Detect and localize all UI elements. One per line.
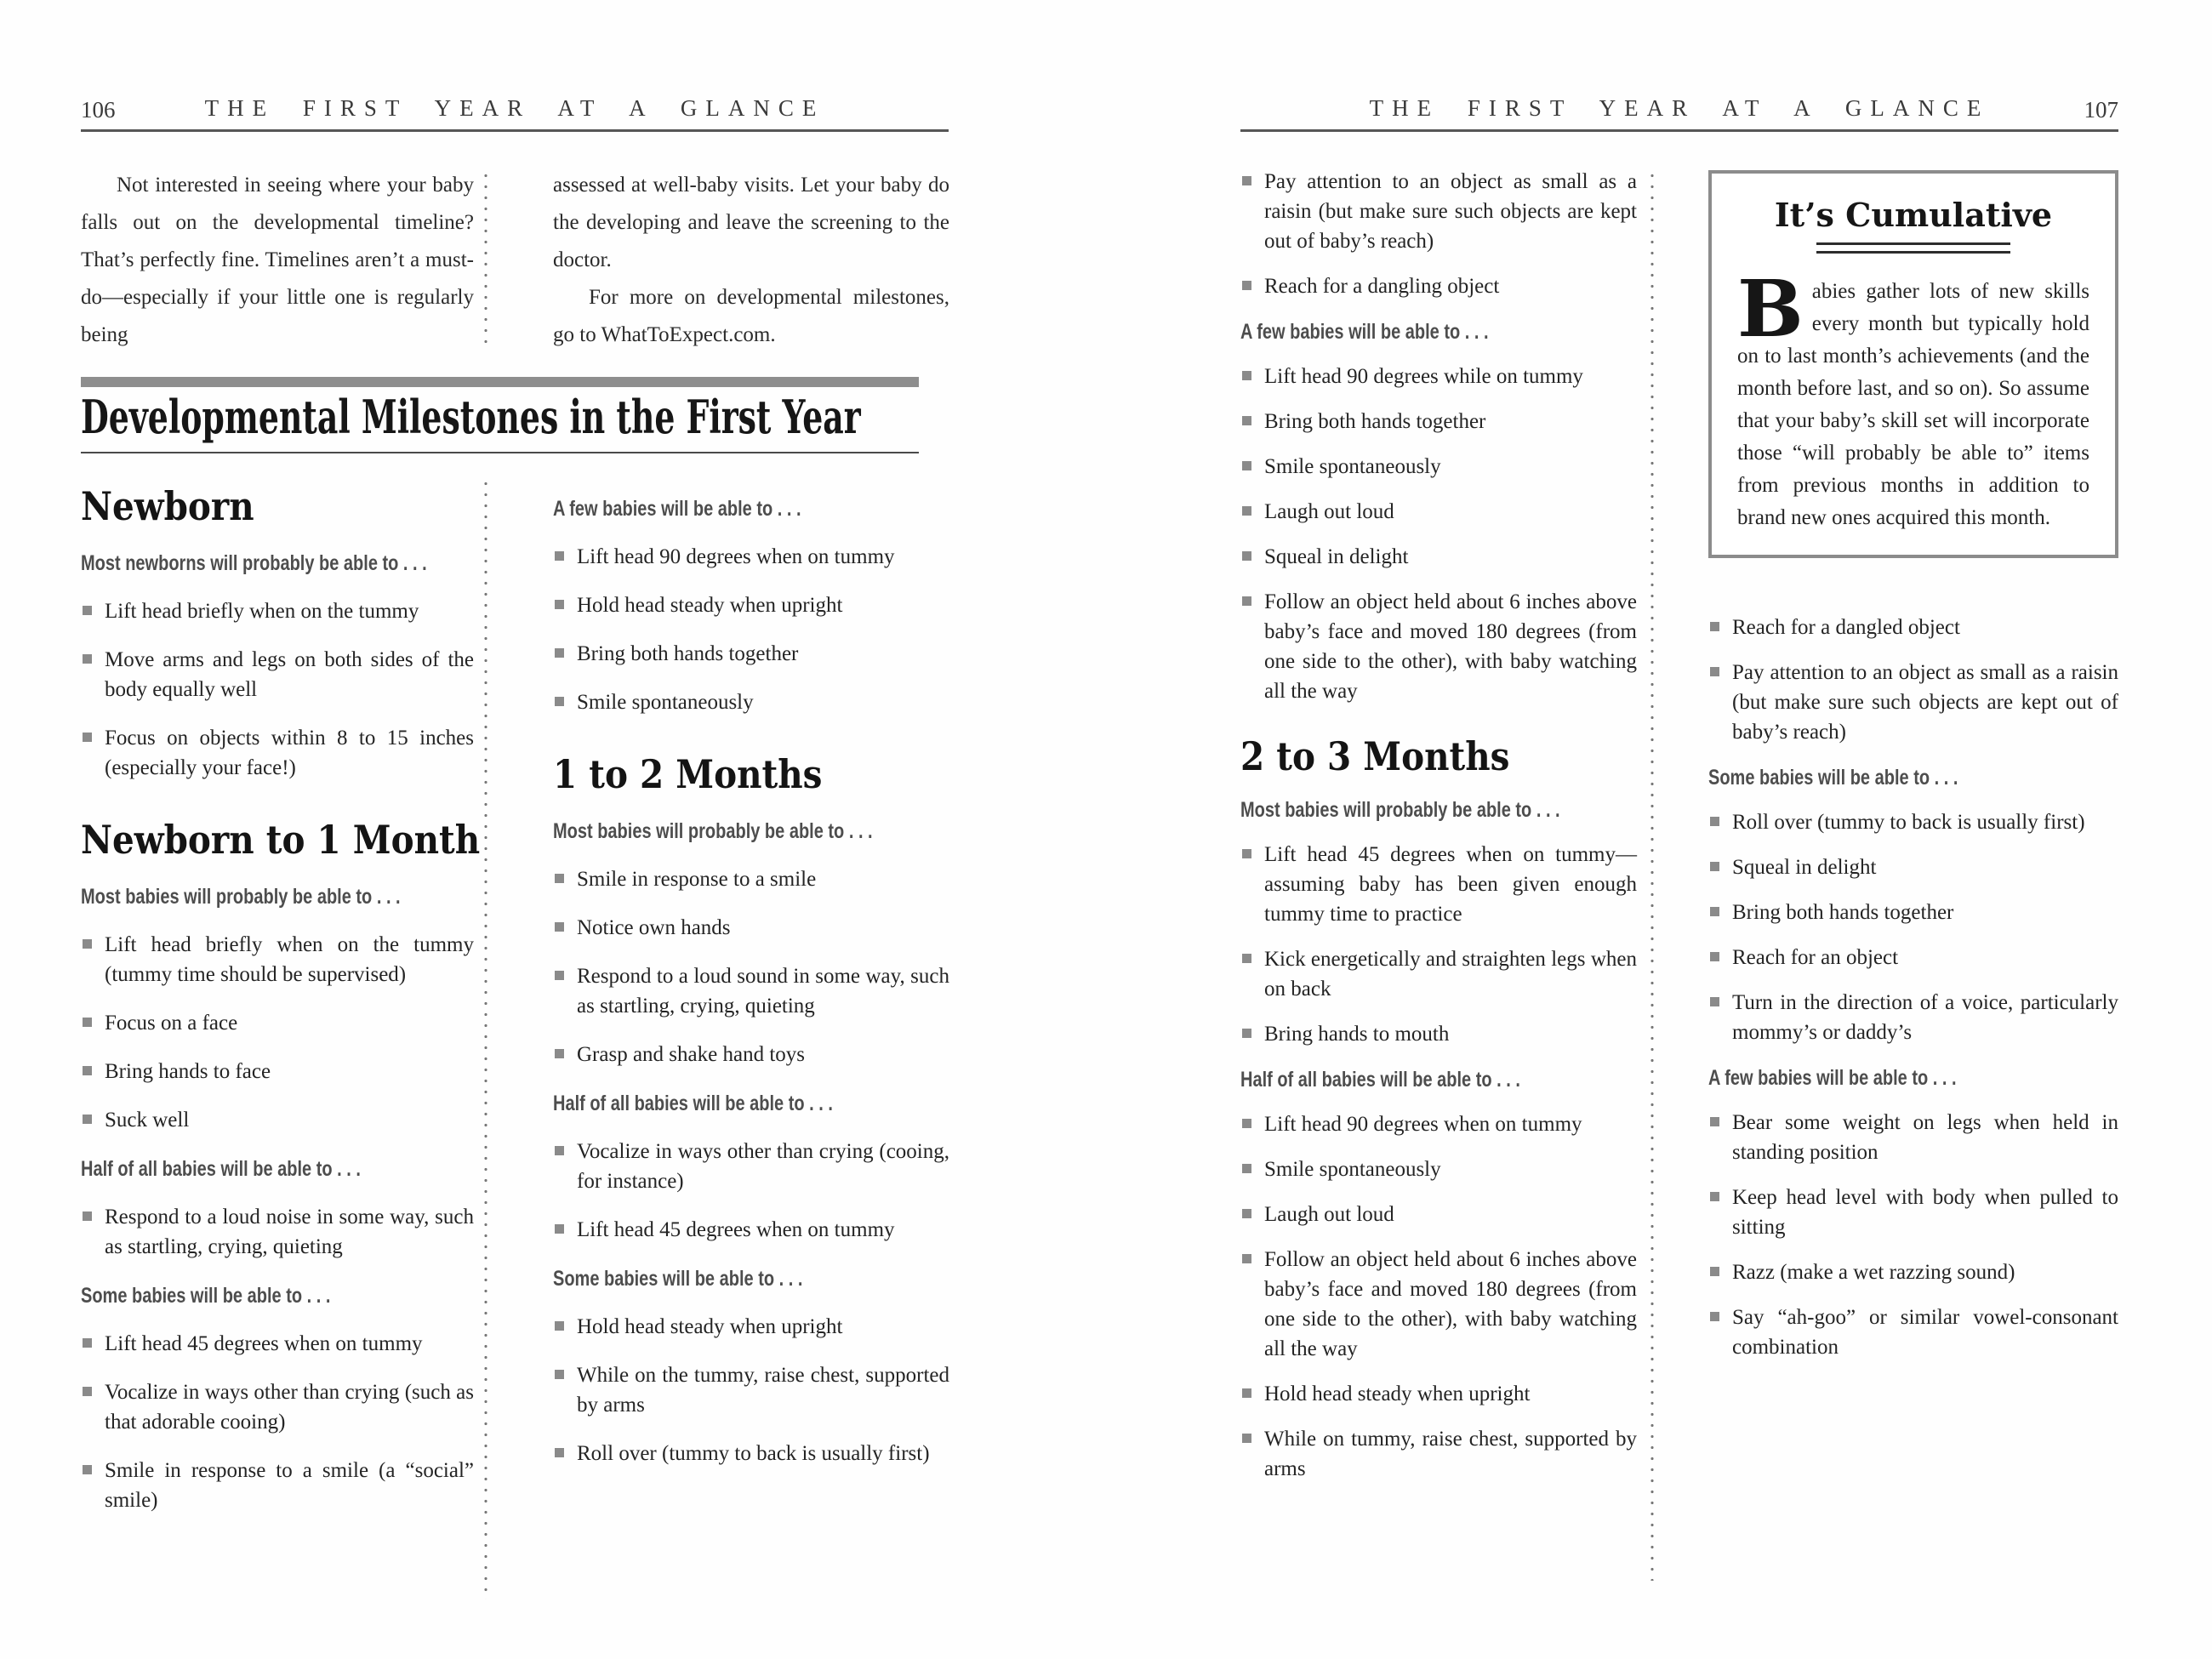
milestone-item	[1708, 943, 2118, 972]
milestone-text: Hold head steady when upright	[577, 1315, 843, 1338]
ability-level-subhead: Half of all babies will be able to . . .	[553, 1092, 833, 1115]
bullet-square-icon	[1710, 667, 1719, 676]
bullet-square-icon	[555, 697, 564, 706]
milestone-text: Lift head 90 degrees when on tummy	[577, 545, 895, 568]
bullet-square-icon	[1242, 1388, 1251, 1398]
milestone-item	[81, 1202, 474, 1262]
bullet-square-icon	[1242, 849, 1251, 858]
running-head-left: THE FIRST YEAR AT A GLANCE	[204, 95, 825, 121]
bullet-square-icon	[555, 1321, 564, 1331]
bullet-square-icon	[1710, 1117, 1719, 1126]
milestone-item	[1240, 587, 1637, 706]
milestone-item	[553, 913, 949, 943]
bullet-square-icon	[1242, 1254, 1251, 1263]
bullet-square-icon	[555, 648, 564, 658]
milestone-item	[1240, 1245, 1637, 1364]
milestone-age-heading: 2 to 3 Months	[1240, 733, 1510, 779]
ability-level-subhead: A few babies will be able to . . .	[1240, 320, 1489, 344]
milestone-item	[1708, 807, 2118, 837]
milestone-item	[1240, 944, 1637, 1004]
intro-paragraph: Not interested in seeing where your baby falls out on the developmental timeline? That’s perfectly fine. Timelines aren’t a must-do—especially if your little one is regularly being	[81, 174, 474, 346]
milestone-text: Respond to a loud noise in some way, such as startling, crying, quieting	[105, 1206, 474, 1258]
milestone-item	[553, 1439, 949, 1468]
milestone-text: Pay attention to an object as small as a raisin (but make sure such objects are kept out of baby’s reach)	[1732, 661, 2118, 744]
milestone-text: Reach for a dangling object	[1264, 275, 1500, 298]
page-number-right: 107	[2084, 97, 2118, 123]
sidebar-body-text: abies gather lots of new skills every month but typically hold on to last month’s achievements (and the month before last, and so on). So assume that your baby’s skill set will incorporate those “will probably be able to” items from previous months in addition to brand new ones acquired this month.	[1737, 280, 2089, 529]
milestone-text: Kick energetically and straighten legs when on back	[1264, 948, 1637, 1001]
bullet-square-icon	[1242, 1164, 1251, 1173]
running-head-right: THE FIRST YEAR AT A GLANCE	[1369, 95, 1990, 121]
bullet-square-icon	[1710, 1192, 1719, 1201]
milestone-item	[1240, 542, 1637, 572]
section-title-bar	[81, 377, 919, 387]
milestone-item	[553, 1215, 949, 1245]
milestone-item	[81, 1008, 474, 1038]
milestone-item	[81, 723, 474, 783]
milestone-age-heading: 1 to 2 Months	[553, 751, 823, 797]
ability-level-subhead: A few babies will be able to . . .	[553, 497, 801, 521]
milestone-age-heading: Newborn to 1 Month	[81, 817, 481, 863]
bullet-square-icon	[1242, 954, 1251, 963]
milestone-text: Bring both hands together	[1732, 901, 1954, 924]
intro-column-divider-dotted	[484, 170, 487, 351]
milestone-item	[81, 596, 474, 626]
milestone-item	[1240, 1109, 1637, 1139]
milestone-text: Grasp and shake hand toys	[577, 1043, 805, 1066]
milestone-item	[1240, 1424, 1637, 1484]
milestone-item	[553, 961, 949, 1021]
milestone-item	[553, 1137, 949, 1196]
milestone-text: Laugh out loud	[1264, 500, 1394, 523]
milestone-text: Turn in the direction of a voice, particularly mommy’s or daddy’s	[1732, 991, 2118, 1044]
milestone-item	[1240, 497, 1637, 527]
milestone-text: Follow an object held about 6 inches above baby’s face and moved 180 degrees (from one side to the other), with baby watching all the way	[1264, 1248, 1637, 1360]
milestone-item	[1240, 1019, 1637, 1049]
milestone-text: Razz (make a wet razzing sound)	[1732, 1261, 2015, 1284]
column-divider-dotted	[484, 478, 487, 1599]
page-number-left: 106	[81, 97, 116, 123]
milestone-text: Lift head briefly when on the tummy	[105, 600, 419, 623]
milestone-text: Lift head 45 degrees when on tummy	[577, 1218, 895, 1241]
bullet-square-icon	[555, 971, 564, 980]
bullet-square-icon	[555, 1370, 564, 1379]
bullet-square-icon	[1710, 952, 1719, 961]
milestone-item	[81, 1329, 474, 1359]
intro-paragraph: For more on developmental milestones, go to WhatToExpect.com.	[553, 286, 949, 346]
milestone-text: Squeal in delight	[1732, 856, 1877, 879]
milestone-item	[1708, 1257, 2118, 1287]
milestone-item	[1240, 271, 1637, 301]
milestone-text: Suck well	[105, 1109, 190, 1132]
bullet-square-icon	[555, 922, 564, 932]
bullet-square-icon	[1710, 862, 1719, 871]
milestone-item	[1708, 1108, 2118, 1167]
milestone-text: Bring hands to mouth	[1264, 1023, 1450, 1046]
milestone-item	[1240, 452, 1637, 482]
milestone-age-heading: Newborn	[81, 483, 254, 529]
milestone-text: Smile in response to a smile (a “social” smile)	[105, 1459, 474, 1512]
milestone-item	[81, 1377, 474, 1437]
bullet-square-icon	[1242, 416, 1251, 425]
milestone-text: While on the tummy, raise chest, supported by arms	[577, 1364, 949, 1417]
milestone-text: Lift head briefly when on the tummy (tummy time should be supervised)	[105, 933, 474, 986]
milestone-text: Laugh out loud	[1264, 1203, 1394, 1226]
bullet-square-icon	[1242, 596, 1251, 606]
bullet-square-icon	[1242, 506, 1251, 516]
milestone-item	[1708, 613, 2118, 642]
milestone-item	[553, 1312, 949, 1342]
dropcap-letter: B	[1737, 263, 1804, 355]
milestone-text: Hold head steady when upright	[1264, 1382, 1531, 1405]
milestone-item	[1240, 1154, 1637, 1184]
its-cumulative-sidebar-box	[1708, 170, 2118, 558]
milestone-text: Respond to a loud sound in some way, such as startling, crying, quieting	[577, 965, 949, 1018]
header-rule-right	[1240, 129, 2118, 132]
bullet-square-icon	[83, 1338, 92, 1348]
milestone-text: While on tummy, raise chest, supported by arms	[1264, 1428, 1637, 1480]
ability-level-subhead: Most babies will probably be able to . . .	[553, 819, 873, 843]
bullet-square-icon	[1242, 1029, 1251, 1038]
milestone-item	[1708, 988, 2118, 1047]
milestone-item	[1240, 407, 1637, 436]
milestone-text: Squeal in delight	[1264, 545, 1409, 568]
bullet-square-icon	[83, 939, 92, 949]
column-divider-dotted	[1650, 170, 1654, 1581]
milestone-text: Keep head level with body when pulled to sitting	[1732, 1186, 2118, 1239]
section-title: Developmental Milestones in the First Year	[81, 390, 861, 444]
sidebar-title-double-rule	[1816, 242, 2010, 254]
header-rule-left	[81, 129, 949, 132]
bullet-square-icon	[83, 1211, 92, 1221]
milestone-item	[553, 639, 949, 669]
milestone-text: Smile spontaneously	[1264, 455, 1441, 478]
milestone-item	[553, 864, 949, 894]
milestone-item	[81, 1105, 474, 1135]
page-107-column-2	[1708, 170, 2118, 1377]
sidebar-body	[1737, 263, 2089, 534]
bullet-square-icon	[555, 1224, 564, 1234]
bullet-square-icon	[83, 1387, 92, 1396]
milestone-item	[81, 1456, 474, 1515]
milestone-item	[1708, 898, 2118, 927]
bullet-square-icon	[1710, 817, 1719, 826]
milestone-text: Roll over (tummy to back is usually first)	[577, 1442, 930, 1465]
intro-column-1	[81, 167, 474, 354]
milestone-text: Focus on a face	[105, 1012, 238, 1035]
milestone-text: Follow an object held about 6 inches above baby’s face and moved 180 degrees (from one side to the other), with baby watching all the way	[1264, 590, 1637, 703]
bullet-square-icon	[83, 606, 92, 615]
bullet-square-icon	[1710, 622, 1719, 631]
milestone-item	[1240, 1200, 1637, 1229]
page-107-column-2-list	[1708, 613, 2118, 1362]
milestone-item	[553, 1040, 949, 1069]
bullet-square-icon	[83, 1465, 92, 1474]
section-title-rule	[81, 452, 919, 453]
page-106-column-2	[553, 497, 949, 1487]
ability-level-subhead: Most babies will probably be able to . . .	[1240, 798, 1560, 822]
milestone-text: Roll over (tummy to back is usually first)	[1732, 811, 2085, 834]
milestone-text: Bring hands to face	[105, 1060, 271, 1083]
bullet-square-icon	[1242, 461, 1251, 470]
ability-level-subhead: Some babies will be able to . . .	[81, 1284, 331, 1308]
ability-level-subhead: Most babies will probably be able to . . .	[81, 885, 401, 909]
bullet-square-icon	[1242, 371, 1251, 380]
page-107-column-1	[1240, 167, 1637, 1499]
milestone-text: Notice own hands	[577, 916, 731, 939]
milestone-item	[1708, 658, 2118, 747]
bullet-square-icon	[1242, 176, 1251, 185]
milestone-text: Bring both hands together	[577, 642, 799, 665]
ability-level-subhead: Half of all babies will be able to . . .	[1240, 1068, 1520, 1092]
milestone-item	[81, 1057, 474, 1086]
milestone-item	[1240, 362, 1637, 391]
milestone-text: Smile spontaneously	[577, 691, 754, 714]
bullet-square-icon	[83, 1115, 92, 1124]
milestone-item	[1240, 840, 1637, 929]
milestone-text: Lift head 45 degrees when on tummy—assuming baby has been given enough tummy time to practice	[1264, 843, 1637, 926]
ability-level-subhead: Some babies will be able to . . .	[1708, 766, 1958, 790]
bullet-square-icon	[555, 1146, 564, 1155]
milestone-item	[553, 590, 949, 620]
bullet-square-icon	[1242, 551, 1251, 561]
milestone-text: Move arms and legs on both sides of the body equally well	[105, 648, 474, 701]
ability-level-subhead: Half of all babies will be able to . . .	[81, 1157, 361, 1181]
bullet-square-icon	[555, 1049, 564, 1058]
bullet-square-icon	[1710, 997, 1719, 1006]
milestone-item	[81, 645, 474, 704]
ability-level-subhead: Most newborns will probably be able to . . .	[81, 551, 427, 575]
milestone-text: Lift head 90 degrees while on tummy	[1264, 365, 1583, 388]
milestone-text: Focus on objects within 8 to 15 inches (especially your face!)	[105, 727, 474, 779]
milestone-item	[1708, 1183, 2118, 1242]
intro-column-2	[553, 167, 949, 354]
milestone-item	[1708, 1303, 2118, 1362]
bullet-square-icon	[1710, 1312, 1719, 1321]
milestone-text: Pay attention to an object as small as a raisin (but make sure such objects are kept out of baby’s reach)	[1264, 170, 1637, 253]
milestone-text: Smile in response to a smile	[577, 868, 817, 891]
bullet-square-icon	[1242, 1209, 1251, 1218]
bullet-square-icon	[555, 551, 564, 561]
milestone-text: Vocalize in ways other than crying (such as that adorable cooing)	[105, 1381, 474, 1434]
ability-level-subhead: Some babies will be able to . . .	[553, 1267, 803, 1291]
bullet-square-icon	[1710, 1267, 1719, 1276]
bullet-square-icon	[83, 1018, 92, 1027]
milestone-text: Smile spontaneously	[1264, 1158, 1441, 1181]
milestone-text: Bear some weight on legs when held in standing position	[1732, 1111, 2118, 1164]
milestone-item	[1240, 167, 1637, 256]
milestone-item	[1708, 852, 2118, 882]
milestone-text: Lift head 45 degrees when on tummy	[105, 1332, 423, 1355]
bullet-square-icon	[1710, 907, 1719, 916]
milestone-text: Reach for an object	[1732, 946, 1899, 969]
milestone-item	[553, 687, 949, 717]
ability-level-subhead: A few babies will be able to . . .	[1708, 1066, 1957, 1090]
milestone-text: Say “ah-goo” or similar vowel-consonant combination	[1732, 1306, 2118, 1359]
bullet-square-icon	[555, 1448, 564, 1457]
page-106-column-1	[81, 483, 481, 1534]
milestone-text: Lift head 90 degrees when on tummy	[1264, 1113, 1582, 1136]
milestone-item	[81, 930, 474, 989]
bullet-square-icon	[1242, 1434, 1251, 1443]
milestone-item	[553, 1360, 949, 1420]
milestone-item	[553, 542, 949, 572]
milestone-item	[1240, 1379, 1637, 1409]
intro-paragraph: assessed at well-baby visits. Let your baby do the developing and leave the screening to the doctor.	[553, 174, 949, 271]
milestone-text: Bring both hands together	[1264, 410, 1486, 433]
bullet-square-icon	[83, 733, 92, 742]
bullet-square-icon	[1242, 1119, 1251, 1128]
milestone-text: Vocalize in ways other than crying (cooing, for instance)	[577, 1140, 949, 1193]
bullet-square-icon	[83, 1066, 92, 1075]
bullet-square-icon	[555, 874, 564, 883]
bullet-square-icon	[555, 600, 564, 609]
bullet-square-icon	[83, 654, 92, 664]
milestone-text: Reach for a dangled object	[1732, 616, 1960, 639]
sidebar-title: It’s Cumulative	[1774, 196, 2053, 234]
milestone-text: Hold head steady when upright	[577, 594, 843, 617]
bullet-square-icon	[1242, 281, 1251, 290]
